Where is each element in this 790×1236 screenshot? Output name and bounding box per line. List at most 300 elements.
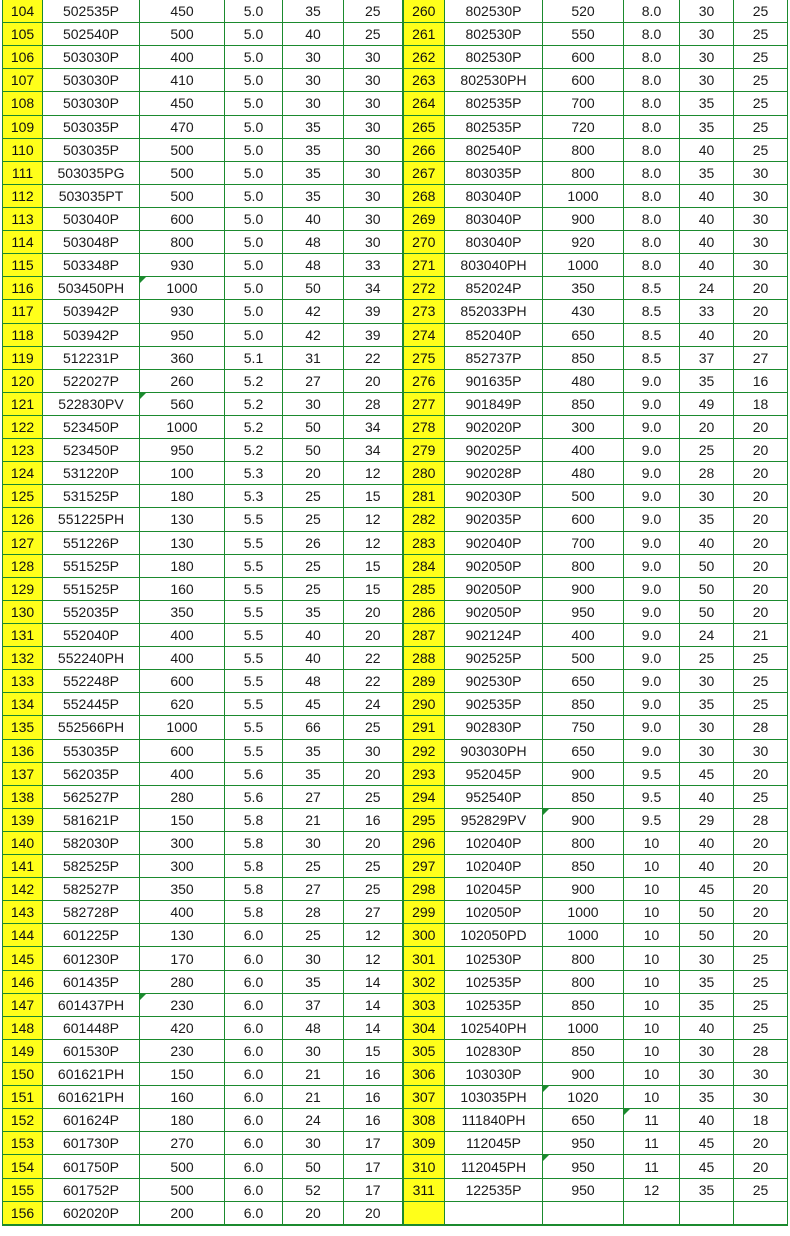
right-row-number-cell: 271 xyxy=(403,254,445,277)
right-width-cell: 49 xyxy=(680,392,734,415)
right-capacity-cell: 950 xyxy=(543,1155,624,1178)
left-model-cell: 551225PH xyxy=(43,508,140,531)
right-thickness-cell: 10 xyxy=(624,1016,680,1039)
table-row xyxy=(3,1016,788,1039)
right-row-number-cell: 263 xyxy=(403,69,445,92)
right-length-cell: 20 xyxy=(734,1132,788,1155)
right-thickness-cell: 10 xyxy=(624,831,680,854)
right-length-cell: 25 xyxy=(734,92,788,115)
right-row-number-cell: 300 xyxy=(403,924,445,947)
left-row-number-cell: 140 xyxy=(3,831,43,854)
right-capacity-cell: 750 xyxy=(543,716,624,739)
right-row-number-cell: 267 xyxy=(403,161,445,184)
left-length-cell: 14 xyxy=(344,1016,403,1039)
left-width-cell: 35 xyxy=(283,0,344,23)
right-row-number-cell: 268 xyxy=(403,184,445,207)
left-thickness-cell: 5.2 xyxy=(225,369,283,392)
table-row xyxy=(3,831,788,854)
left-length-cell: 20 xyxy=(344,369,403,392)
right-model-cell: 803035P xyxy=(445,161,543,184)
left-capacity-cell: 1000 xyxy=(140,716,225,739)
left-capacity-cell: 450 xyxy=(140,92,225,115)
right-width-cell: 50 xyxy=(680,901,734,924)
right-row-number-cell: 308 xyxy=(403,1109,445,1132)
right-length-cell: 20 xyxy=(734,277,788,300)
table-row xyxy=(3,1039,788,1062)
right-thickness-cell: 9.0 xyxy=(624,439,680,462)
table-row xyxy=(3,1201,788,1225)
right-length-cell: 30 xyxy=(734,231,788,254)
right-thickness-cell: 8.0 xyxy=(624,207,680,230)
right-length-cell: 20 xyxy=(734,762,788,785)
table-row xyxy=(3,207,788,230)
left-width-cell: 30 xyxy=(283,831,344,854)
right-length-cell: 20 xyxy=(734,924,788,947)
right-model-cell: 901635P xyxy=(445,369,543,392)
left-row-number-cell: 122 xyxy=(3,415,43,438)
left-row-number-cell: 118 xyxy=(3,323,43,346)
left-length-cell: 34 xyxy=(344,277,403,300)
right-length-cell: 20 xyxy=(734,439,788,462)
right-capacity-cell xyxy=(543,1201,624,1225)
left-length-cell: 20 xyxy=(344,762,403,785)
left-width-cell: 35 xyxy=(283,739,344,762)
right-width-cell: 30 xyxy=(680,46,734,69)
right-model-cell: 902050P xyxy=(445,554,543,577)
left-thickness-cell: 5.0 xyxy=(225,138,283,161)
left-length-cell: 30 xyxy=(344,207,403,230)
table-row xyxy=(3,577,788,600)
left-length-cell: 12 xyxy=(344,508,403,531)
right-thickness-cell: 10 xyxy=(624,878,680,901)
right-length-cell: 27 xyxy=(734,346,788,369)
table-row xyxy=(3,392,788,415)
right-width-cell: 35 xyxy=(680,1086,734,1109)
left-row-number-cell: 128 xyxy=(3,554,43,577)
left-length-cell: 12 xyxy=(344,462,403,485)
right-width-cell: 45 xyxy=(680,878,734,901)
table-row xyxy=(3,1132,788,1155)
left-thickness-cell: 6.0 xyxy=(225,1178,283,1201)
left-thickness-cell: 6.0 xyxy=(225,1201,283,1225)
right-row-number-cell: 292 xyxy=(403,739,445,762)
left-thickness-cell: 5.0 xyxy=(225,254,283,277)
left-thickness-cell: 5.0 xyxy=(225,46,283,69)
table-row xyxy=(3,46,788,69)
right-model-cell: 111840PH xyxy=(445,1109,543,1132)
left-row-number-cell: 110 xyxy=(3,138,43,161)
left-length-cell: 30 xyxy=(344,69,403,92)
right-row-number-cell: 261 xyxy=(403,23,445,46)
left-row-number-cell: 108 xyxy=(3,92,43,115)
right-capacity-cell: 900 xyxy=(543,878,624,901)
left-row-number-cell: 131 xyxy=(3,623,43,646)
right-length-cell: 25 xyxy=(734,69,788,92)
left-row-number-cell: 156 xyxy=(3,1201,43,1225)
table-row xyxy=(3,623,788,646)
right-capacity-cell: 500 xyxy=(543,647,624,670)
right-thickness-cell: 9.0 xyxy=(624,369,680,392)
right-row-number-cell xyxy=(403,1201,445,1225)
left-capacity-cell: 470 xyxy=(140,115,225,138)
right-thickness-cell: 9.0 xyxy=(624,693,680,716)
left-model-cell: 601621PH xyxy=(43,1063,140,1086)
left-capacity-cell: 600 xyxy=(140,207,225,230)
left-thickness-cell: 5.6 xyxy=(225,785,283,808)
left-capacity-cell: 400 xyxy=(140,46,225,69)
right-width-cell: 30 xyxy=(680,1063,734,1086)
right-model-cell: 102050P xyxy=(445,901,543,924)
right-capacity-cell: 850 xyxy=(543,993,624,1016)
left-model-cell: 582525P xyxy=(43,855,140,878)
right-length-cell: 25 xyxy=(734,970,788,993)
left-thickness-cell: 5.8 xyxy=(225,901,283,924)
right-thickness-cell: 8.0 xyxy=(624,115,680,138)
left-model-cell: 601624P xyxy=(43,1109,140,1132)
right-row-number-cell: 275 xyxy=(403,346,445,369)
right-model-cell: 952829PV xyxy=(445,808,543,831)
right-thickness-cell: 9.0 xyxy=(624,739,680,762)
right-length-cell: 30 xyxy=(734,184,788,207)
left-thickness-cell: 5.5 xyxy=(225,647,283,670)
left-thickness-cell: 5.1 xyxy=(225,346,283,369)
right-capacity-cell: 950 xyxy=(543,600,624,623)
left-row-number-cell: 150 xyxy=(3,1063,43,1086)
left-capacity-cell: 150 xyxy=(140,808,225,831)
right-capacity-cell: 1000 xyxy=(543,254,624,277)
left-thickness-cell: 6.0 xyxy=(225,1086,283,1109)
left-thickness-cell: 5.0 xyxy=(225,23,283,46)
right-capacity-cell: 300 xyxy=(543,415,624,438)
right-capacity-cell: 800 xyxy=(543,554,624,577)
left-width-cell: 25 xyxy=(283,924,344,947)
right-model-cell: 802530P xyxy=(445,46,543,69)
table-row xyxy=(3,901,788,924)
right-model-cell: 852024P xyxy=(445,277,543,300)
right-length-cell: 28 xyxy=(734,808,788,831)
right-capacity-cell: 900 xyxy=(543,207,624,230)
right-length-cell: 25 xyxy=(734,46,788,69)
left-row-number-cell: 155 xyxy=(3,1178,43,1201)
left-width-cell: 21 xyxy=(283,1063,344,1086)
right-capacity-cell: 800 xyxy=(543,831,624,854)
left-model-cell: 601435P xyxy=(43,970,140,993)
left-length-cell: 30 xyxy=(344,184,403,207)
right-model-cell: 112045PH xyxy=(445,1155,543,1178)
right-length-cell: 21 xyxy=(734,623,788,646)
right-width-cell: 40 xyxy=(680,138,734,161)
right-length-cell: 20 xyxy=(734,901,788,924)
left-width-cell: 30 xyxy=(283,392,344,415)
right-model-cell: 103035PH xyxy=(445,1086,543,1109)
right-width-cell: 35 xyxy=(680,1178,734,1201)
left-width-cell: 31 xyxy=(283,346,344,369)
right-length-cell: 25 xyxy=(734,947,788,970)
right-capacity-cell: 650 xyxy=(543,739,624,762)
table-row xyxy=(3,739,788,762)
left-capacity-cell: 180 xyxy=(140,554,225,577)
right-model-cell: 803040P xyxy=(445,184,543,207)
left-length-cell: 15 xyxy=(344,554,403,577)
left-length-cell: 30 xyxy=(344,115,403,138)
left-thickness-cell: 5.0 xyxy=(225,92,283,115)
left-width-cell: 37 xyxy=(283,993,344,1016)
table-row xyxy=(3,508,788,531)
table-row xyxy=(3,1178,788,1201)
left-model-cell: 512231P xyxy=(43,346,140,369)
left-width-cell: 35 xyxy=(283,115,344,138)
right-row-number-cell: 298 xyxy=(403,878,445,901)
left-row-number-cell: 146 xyxy=(3,970,43,993)
left-width-cell: 50 xyxy=(283,415,344,438)
right-row-number-cell: 295 xyxy=(403,808,445,831)
left-thickness-cell: 5.5 xyxy=(225,716,283,739)
left-model-cell: 531220P xyxy=(43,462,140,485)
table-row xyxy=(3,161,788,184)
right-thickness-cell: 8.0 xyxy=(624,23,680,46)
left-row-number-cell: 113 xyxy=(3,207,43,230)
right-model-cell: 852033PH xyxy=(445,300,543,323)
left-model-cell: 503942P xyxy=(43,300,140,323)
left-length-cell: 34 xyxy=(344,415,403,438)
right-model-cell: 952045P xyxy=(445,762,543,785)
right-width-cell: 40 xyxy=(680,184,734,207)
left-model-cell: 531525P xyxy=(43,485,140,508)
left-length-cell: 14 xyxy=(344,970,403,993)
table-row xyxy=(3,1109,788,1132)
left-length-cell: 24 xyxy=(344,693,403,716)
left-width-cell: 27 xyxy=(283,369,344,392)
right-model-cell: 102040P xyxy=(445,831,543,854)
left-length-cell: 25 xyxy=(344,878,403,901)
table-row xyxy=(3,878,788,901)
right-model-cell: 102040P xyxy=(445,855,543,878)
right-row-number-cell: 306 xyxy=(403,1063,445,1086)
right-width-cell: 50 xyxy=(680,924,734,947)
left-capacity-cell: 950 xyxy=(140,323,225,346)
right-model-cell xyxy=(445,1201,543,1225)
right-model-cell: 852040P xyxy=(445,323,543,346)
left-model-cell: 503035P xyxy=(43,138,140,161)
left-model-cell: 552035P xyxy=(43,600,140,623)
table-row xyxy=(3,69,788,92)
table-row xyxy=(3,716,788,739)
right-width-cell: 35 xyxy=(680,161,734,184)
table-row xyxy=(3,855,788,878)
right-model-cell: 102530P xyxy=(445,947,543,970)
left-model-cell: 562035P xyxy=(43,762,140,785)
table-row xyxy=(3,947,788,970)
right-capacity-cell: 650 xyxy=(543,1109,624,1132)
right-capacity-cell: 900 xyxy=(543,762,624,785)
right-capacity-cell: 950 xyxy=(543,1178,624,1201)
right-capacity-cell: 600 xyxy=(543,508,624,531)
left-length-cell: 12 xyxy=(344,924,403,947)
right-width-cell: 25 xyxy=(680,439,734,462)
right-thickness-cell: 8.5 xyxy=(624,323,680,346)
left-row-number-cell: 145 xyxy=(3,947,43,970)
left-model-cell: 562527P xyxy=(43,785,140,808)
right-length-cell: 20 xyxy=(734,485,788,508)
table-row xyxy=(3,300,788,323)
left-length-cell: 20 xyxy=(344,600,403,623)
right-width-cell: 30 xyxy=(680,1039,734,1062)
right-row-number-cell: 288 xyxy=(403,647,445,670)
left-width-cell: 26 xyxy=(283,531,344,554)
right-row-number-cell: 297 xyxy=(403,855,445,878)
right-model-cell: 903030PH xyxy=(445,739,543,762)
left-length-cell: 17 xyxy=(344,1132,403,1155)
left-capacity-cell: 600 xyxy=(140,670,225,693)
table-row xyxy=(3,693,788,716)
left-length-cell: 25 xyxy=(344,716,403,739)
right-row-number-cell: 283 xyxy=(403,531,445,554)
right-width-cell: 25 xyxy=(680,647,734,670)
left-row-number-cell: 129 xyxy=(3,577,43,600)
left-model-cell: 582728P xyxy=(43,901,140,924)
right-capacity-cell: 850 xyxy=(543,785,624,808)
right-model-cell: 902020P xyxy=(445,415,543,438)
right-model-cell: 802530P xyxy=(445,0,543,23)
right-length-cell: 20 xyxy=(734,554,788,577)
left-length-cell: 34 xyxy=(344,439,403,462)
right-length-cell: 25 xyxy=(734,993,788,1016)
left-width-cell: 30 xyxy=(283,1039,344,1062)
right-row-number-cell: 299 xyxy=(403,901,445,924)
left-row-number-cell: 123 xyxy=(3,439,43,462)
left-row-number-cell: 138 xyxy=(3,785,43,808)
right-row-number-cell: 301 xyxy=(403,947,445,970)
left-width-cell: 52 xyxy=(283,1178,344,1201)
left-length-cell: 14 xyxy=(344,993,403,1016)
left-width-cell: 50 xyxy=(283,439,344,462)
left-length-cell: 16 xyxy=(344,1086,403,1109)
left-model-cell: 551226P xyxy=(43,531,140,554)
right-model-cell: 902050P xyxy=(445,600,543,623)
right-thickness-cell: 9.0 xyxy=(624,415,680,438)
left-capacity-cell: 170 xyxy=(140,947,225,970)
right-model-cell: 802530P xyxy=(445,23,543,46)
left-row-number-cell: 133 xyxy=(3,670,43,693)
left-row-number-cell: 130 xyxy=(3,600,43,623)
left-length-cell: 25 xyxy=(344,785,403,808)
left-model-cell: 601752P xyxy=(43,1178,140,1201)
right-model-cell: 852737P xyxy=(445,346,543,369)
right-model-cell: 102535P xyxy=(445,970,543,993)
left-width-cell: 30 xyxy=(283,69,344,92)
right-width-cell: 29 xyxy=(680,808,734,831)
right-length-cell: 28 xyxy=(734,1039,788,1062)
left-model-cell: 552040P xyxy=(43,623,140,646)
right-length-cell: 28 xyxy=(734,716,788,739)
right-capacity-cell: 800 xyxy=(543,947,624,970)
left-model-cell: 503035P xyxy=(43,115,140,138)
left-length-cell: 30 xyxy=(344,161,403,184)
left-width-cell: 35 xyxy=(283,970,344,993)
left-width-cell: 40 xyxy=(283,23,344,46)
right-capacity-cell: 520 xyxy=(543,0,624,23)
left-length-cell: 20 xyxy=(344,831,403,854)
table-row xyxy=(3,277,788,300)
left-capacity-cell: 100 xyxy=(140,462,225,485)
table-row xyxy=(3,369,788,392)
left-model-cell: 601750P xyxy=(43,1155,140,1178)
left-width-cell: 25 xyxy=(283,855,344,878)
right-model-cell: 902050P xyxy=(445,577,543,600)
right-row-number-cell: 304 xyxy=(403,1016,445,1039)
right-length-cell: 30 xyxy=(734,207,788,230)
table-row xyxy=(3,970,788,993)
right-row-number-cell: 286 xyxy=(403,600,445,623)
right-capacity-cell: 1000 xyxy=(543,901,624,924)
left-thickness-cell: 6.0 xyxy=(225,970,283,993)
table-row xyxy=(3,0,788,23)
left-model-cell: 601730P xyxy=(43,1132,140,1155)
right-row-number-cell: 293 xyxy=(403,762,445,785)
battery-spec-table xyxy=(2,0,788,1226)
left-width-cell: 20 xyxy=(283,1201,344,1225)
right-row-number-cell: 276 xyxy=(403,369,445,392)
left-thickness-cell: 5.0 xyxy=(225,300,283,323)
right-capacity-cell: 900 xyxy=(543,577,624,600)
left-thickness-cell: 5.0 xyxy=(225,207,283,230)
left-row-number-cell: 151 xyxy=(3,1086,43,1109)
right-width-cell: 45 xyxy=(680,1155,734,1178)
right-capacity-cell: 900 xyxy=(543,1063,624,1086)
right-width-cell: 50 xyxy=(680,577,734,600)
right-thickness-cell: 8.0 xyxy=(624,138,680,161)
right-capacity-cell: 1020 xyxy=(543,1086,624,1109)
right-length-cell: 25 xyxy=(734,785,788,808)
left-thickness-cell: 5.0 xyxy=(225,0,283,23)
left-capacity-cell: 160 xyxy=(140,1086,225,1109)
right-capacity-cell: 1000 xyxy=(543,924,624,947)
left-width-cell: 48 xyxy=(283,231,344,254)
right-thickness-cell: 9.0 xyxy=(624,623,680,646)
table-row xyxy=(3,92,788,115)
left-thickness-cell: 6.0 xyxy=(225,1039,283,1062)
left-width-cell: 40 xyxy=(283,207,344,230)
left-row-number-cell: 141 xyxy=(3,855,43,878)
right-model-cell: 103030P xyxy=(445,1063,543,1086)
left-row-number-cell: 117 xyxy=(3,300,43,323)
left-capacity-cell: 200 xyxy=(140,1201,225,1225)
left-length-cell: 20 xyxy=(344,1201,403,1225)
table-row xyxy=(3,138,788,161)
left-capacity-cell: 400 xyxy=(140,623,225,646)
left-capacity-cell: 160 xyxy=(140,577,225,600)
right-thickness-cell: 8.0 xyxy=(624,254,680,277)
left-thickness-cell: 5.8 xyxy=(225,878,283,901)
right-thickness-cell: 10 xyxy=(624,1039,680,1062)
right-model-cell: 102045P xyxy=(445,878,543,901)
left-width-cell: 30 xyxy=(283,92,344,115)
left-capacity-cell: 500 xyxy=(140,138,225,161)
right-thickness-cell: 9.0 xyxy=(624,531,680,554)
left-model-cell: 503030P xyxy=(43,69,140,92)
left-width-cell: 25 xyxy=(283,577,344,600)
left-thickness-cell: 5.3 xyxy=(225,462,283,485)
right-model-cell: 802535P xyxy=(445,92,543,115)
left-width-cell: 30 xyxy=(283,947,344,970)
left-width-cell: 48 xyxy=(283,670,344,693)
right-model-cell: 802530PH xyxy=(445,69,543,92)
left-thickness-cell: 5.3 xyxy=(225,485,283,508)
table-row xyxy=(3,346,788,369)
left-width-cell: 25 xyxy=(283,485,344,508)
right-capacity-cell: 400 xyxy=(543,623,624,646)
right-width-cell: 40 xyxy=(680,1016,734,1039)
